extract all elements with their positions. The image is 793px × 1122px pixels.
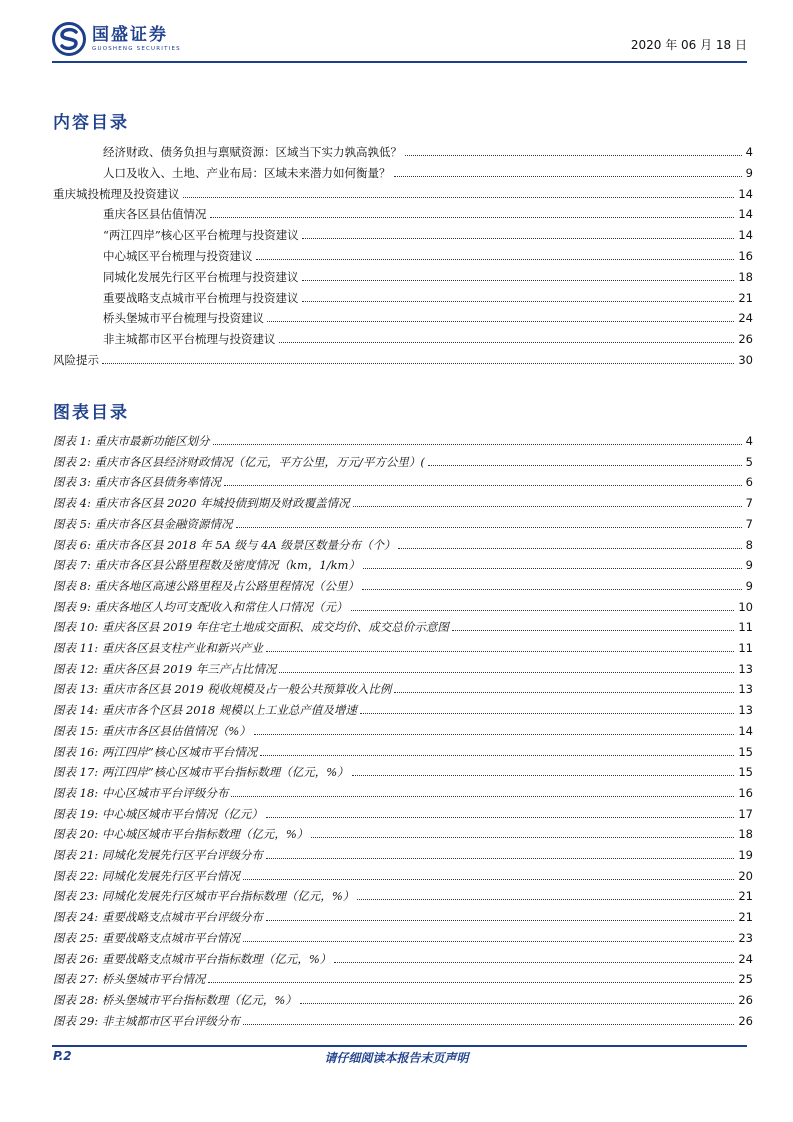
figure-entry-page: 13	[738, 661, 753, 676]
figure-entry-label: 图表 21: 同城化发展先行区平台评级分布	[53, 848, 263, 862]
figure-entry[interactable]	[53, 743, 753, 761]
toc-entry-page: 18	[738, 269, 753, 284]
figure-entry-page: 10	[738, 599, 753, 614]
dot-leader	[362, 588, 742, 590]
toc-entry[interactable]	[103, 330, 753, 348]
figure-entry-page: 23	[738, 930, 753, 945]
figure-entry-label: 图表 28: 桥头堡城市平台指标数理（亿元，%）	[53, 992, 297, 1007]
dot-leader	[302, 300, 735, 302]
dot-leader	[279, 671, 734, 673]
figure-entry-page: 4	[745, 434, 753, 448]
figure-entry-label: 图表 23: 同城化发展先行区城市平台指标数理（亿元，%）	[53, 889, 355, 904]
toc-entry[interactable]	[103, 205, 753, 223]
dot-leader	[452, 629, 734, 631]
figure-entry[interactable]	[53, 639, 753, 657]
toc-entry-page: 24	[738, 311, 753, 326]
dot-leader	[352, 774, 735, 776]
figure-entry-label: 图表 1: 重庆市最新功能区划分	[53, 434, 210, 448]
figure-entry[interactable]	[53, 618, 753, 636]
figure-entry-label: 图表 13: 重庆市各区县 2019 税收规模及占一般公共预算收入比例	[53, 682, 392, 697]
dot-leader	[394, 691, 734, 693]
dot-leader	[260, 754, 734, 756]
figure-entry-label: 图表 29: 非主城都市区平台评级分布	[53, 1013, 240, 1028]
dot-leader	[311, 836, 734, 838]
figure-entry-page: 20	[738, 868, 753, 883]
figure-entry[interactable]	[53, 970, 753, 988]
figure-entry-label: 图表 2: 重庆市各区县经济财政情况（亿元，平方公里，万元/平方公里）(	[53, 454, 425, 469]
figure-entry[interactable]	[53, 577, 753, 595]
figure-entry-page: 17	[738, 806, 753, 821]
figure-entry[interactable]	[53, 536, 753, 554]
dot-leader	[266, 919, 735, 921]
figure-entry-label: 图表 22: 同城化发展先行区平台情况	[53, 868, 240, 883]
report-date: 2020 年 06 月 18 日	[630, 38, 747, 52]
dot-leader	[256, 258, 735, 260]
dot-leader	[428, 464, 742, 466]
disclaimer-note: 请仔细阅读本报告末页声明	[324, 1051, 469, 1065]
figure-entry-label: 图表 11: 重庆各区县支柱产业和新兴产业	[53, 641, 263, 655]
dot-leader	[266, 857, 735, 859]
dot-leader	[353, 505, 742, 507]
dot-leader	[394, 175, 742, 177]
toc-entry-label: 重要战略支点城市平台梳理与投资建议	[103, 290, 299, 305]
dot-leader	[357, 898, 734, 900]
toc-entry-page: 21	[738, 290, 753, 305]
figure-entry[interactable]	[53, 887, 753, 905]
dot-leader	[254, 733, 735, 735]
dot-leader	[334, 961, 734, 963]
toc-entry-page: 4	[745, 145, 753, 159]
page-header	[52, 22, 747, 62]
dot-leader	[208, 981, 734, 983]
toc-entry-label: 重庆城投梳理及投资建议	[53, 186, 180, 201]
figure-entry[interactable]	[53, 763, 753, 781]
dot-leader	[351, 609, 735, 611]
figure-entry-page: 11	[738, 641, 753, 655]
figure-entry-page: 6	[745, 475, 753, 490]
toc-entry[interactable]	[53, 351, 753, 369]
figure-entry[interactable]	[53, 680, 753, 698]
figure-entry-page: 26	[738, 992, 753, 1007]
dot-leader	[363, 567, 742, 569]
dot-leader	[102, 362, 734, 364]
dot-leader	[267, 320, 734, 322]
toc-entry[interactable]	[103, 309, 753, 327]
figure-entry-page: 9	[745, 578, 753, 593]
figure-entry-label: 图表 17: 两江四岸”核心区城市平台指标数理（亿元，%）	[53, 765, 349, 780]
figure-entry[interactable]	[53, 805, 753, 823]
figure-entry-page: 16	[738, 785, 753, 800]
dot-leader	[266, 650, 735, 652]
figure-entry-page: 13	[738, 703, 753, 718]
figure-entry-label: 图表 7: 重庆市各区县公路里程数及密度情况（km，1/km）	[53, 558, 360, 573]
figure-entry-page: 13	[738, 682, 753, 697]
figure-entry-label: 图表 24: 重要战略支点城市平台评级分布	[53, 910, 263, 925]
page-number: P.2	[53, 1049, 72, 1063]
toc-entry-label: 非主城都市区平台梳理与投资建议	[103, 332, 276, 347]
toc-entry-page: 14	[738, 207, 753, 222]
figure-entry[interactable]	[53, 950, 753, 968]
figure-entry-label: 图表 5: 重庆市各区县金融资源情况	[53, 516, 233, 531]
figure-entry-page: 19	[738, 848, 753, 862]
figure-entry-page: 7	[745, 516, 753, 531]
figure-entry[interactable]	[53, 701, 753, 719]
figure-entry[interactable]	[53, 867, 753, 885]
figure-entry[interactable]	[53, 825, 753, 843]
figure-entry-page: 7	[745, 496, 753, 511]
figure-entry-label: 图表 25: 重要战略支点城市平台情况	[53, 930, 240, 945]
figure-entry-page: 11	[738, 620, 753, 635]
toc-entry-page: 30	[738, 353, 753, 367]
figure-entry[interactable]	[53, 1012, 753, 1030]
header-divider	[52, 61, 747, 63]
toc-entry[interactable]	[103, 164, 753, 182]
figure-entry[interactable]	[53, 473, 753, 491]
brand-logo	[52, 22, 181, 56]
figure-entry-page: 18	[738, 827, 753, 842]
dot-leader	[243, 940, 735, 942]
figure-entry-label: 图表 12: 重庆各区县 2019 年三产占比情况	[53, 661, 277, 676]
figure-entry-label: 图表 27: 桥头堡城市平台情况	[53, 972, 206, 987]
toc-entry-label: 桥头堡城市平台梳理与投资建议	[103, 311, 264, 326]
figure-entry[interactable]	[53, 908, 753, 926]
toc-entry-label: “两江四岸”核心区平台梳理与投资建议	[103, 228, 299, 243]
figure-entry-label: 图表 19: 中心城区城市平台情况（亿元）	[53, 806, 263, 821]
dot-leader	[183, 196, 735, 198]
figures-title: 图表目录	[53, 403, 129, 423]
figure-entry-page: 9	[745, 558, 753, 573]
figure-entry-page: 25	[738, 972, 753, 987]
figure-entry[interactable]	[53, 846, 753, 864]
toc-entry-page: 14	[738, 186, 753, 201]
figure-entry-label: 图表 26: 重要战略支点城市平台指标数理（亿元，%）	[53, 951, 332, 966]
figure-entry-page: 8	[745, 537, 753, 552]
figure-entry-label: 图表 16: 两江四岸”核心区城市平台情况	[53, 744, 258, 759]
toc-entry-page: 16	[738, 249, 753, 263]
figure-entry-label: 图表 9: 重庆各地区人均可支配收入和常住人口情况（元）	[53, 599, 348, 614]
figure-entry[interactable]	[53, 494, 753, 512]
toc-entry-label: 重庆各区县估值情况	[103, 207, 207, 222]
dot-leader	[213, 443, 742, 445]
figure-entry[interactable]	[53, 722, 753, 740]
figure-entry-label: 图表 10: 重庆各区县 2019 年住宅土地成交面积、成交均价、成交总价示意图	[53, 620, 449, 635]
figure-entry[interactable]	[53, 515, 753, 533]
toc-entry-page: 14	[738, 228, 753, 243]
guosheng-logo-icon	[52, 22, 86, 56]
dot-leader	[210, 216, 735, 218]
figure-entry[interactable]	[53, 660, 753, 678]
dot-leader	[243, 878, 735, 880]
footer-divider	[52, 1045, 747, 1047]
dot-leader	[266, 816, 735, 818]
figure-entry-label: 图表 6: 重庆市各区县 2018 年 5A 级与 4A 级景区数量分布（个）	[53, 537, 396, 552]
figure-entry-page: 26	[738, 1013, 753, 1028]
dot-leader	[302, 279, 735, 281]
figure-entry-label: 图表 8: 重庆各地区高速公路里程及占公路里程情况（公里）	[53, 578, 359, 593]
figure-entry-label: 图表 18: 中心区城市平台评级分布	[53, 785, 229, 800]
toc-entry-page: 26	[738, 332, 753, 347]
figure-entry-page: 5	[745, 454, 753, 469]
figure-entry-label: 图表 14: 重庆市各个区县 2018 规模以上工业总产值及增速	[53, 703, 357, 718]
toc-entry-label: 中心城区平台梳理与投资建议	[103, 249, 253, 263]
figure-entry[interactable]	[53, 929, 753, 947]
toc-entry-label: 风险提示	[53, 353, 99, 367]
toc-entry-label: 人口及收入、土地、产业布局：区域未来潜力如何衡量？	[103, 165, 391, 180]
toc-entry[interactable]	[103, 289, 753, 307]
toc-entry[interactable]	[103, 247, 753, 265]
dot-leader	[279, 341, 735, 343]
dot-leader	[224, 484, 742, 486]
figure-entry[interactable]	[53, 598, 753, 616]
dot-leader	[231, 795, 734, 797]
toc-entry[interactable]	[103, 268, 753, 286]
dot-leader	[302, 237, 735, 239]
toc-entry[interactable]	[103, 143, 753, 161]
figure-entry-page: 21	[738, 910, 753, 925]
toc-entry[interactable]	[53, 185, 753, 203]
figure-entry-label: 图表 3: 重庆市各区县债务率情况	[53, 475, 222, 490]
figure-entry[interactable]	[53, 991, 753, 1009]
figure-entry-page: 21	[738, 889, 753, 904]
contents-title: 内容目录	[53, 113, 129, 133]
dot-leader	[405, 154, 742, 156]
figure-entry-page: 15	[738, 765, 753, 780]
toc-entry-page: 9	[745, 165, 753, 180]
dot-leader	[300, 1002, 735, 1004]
dot-leader	[236, 526, 742, 528]
toc-entry[interactable]	[103, 226, 753, 244]
figure-entry-page: 15	[738, 744, 753, 759]
dot-leader	[360, 712, 734, 714]
brand-name-cn: 国盛证券	[92, 25, 168, 45]
dot-leader	[398, 547, 741, 549]
figure-entry[interactable]	[53, 556, 753, 574]
figure-entry[interactable]	[53, 453, 753, 471]
figure-entry-label: 图表 15: 重庆市各区县估值情况（%）	[53, 723, 251, 738]
toc-entry-label: 同城化发展先行区平台梳理与投资建议	[103, 269, 299, 284]
figure-entry[interactable]	[53, 784, 753, 802]
brand-name-en: GUOSHENG SECURITIES	[92, 46, 181, 52]
figure-entry-page: 24	[738, 951, 753, 966]
figure-entry[interactable]	[53, 432, 753, 450]
figure-entry-label: 图表 4: 重庆市各区县 2020 年城投债到期及财政覆盖情况	[53, 496, 350, 511]
dot-leader	[243, 1023, 735, 1025]
toc-entry-label: 经济财政、债务负担与禀赋资源：区域当下实力孰高孰低？	[103, 145, 402, 159]
figure-entry-label: 图表 20: 中心城区城市平台指标数理（亿元，%）	[53, 827, 309, 842]
figure-entry-page: 14	[738, 723, 753, 738]
